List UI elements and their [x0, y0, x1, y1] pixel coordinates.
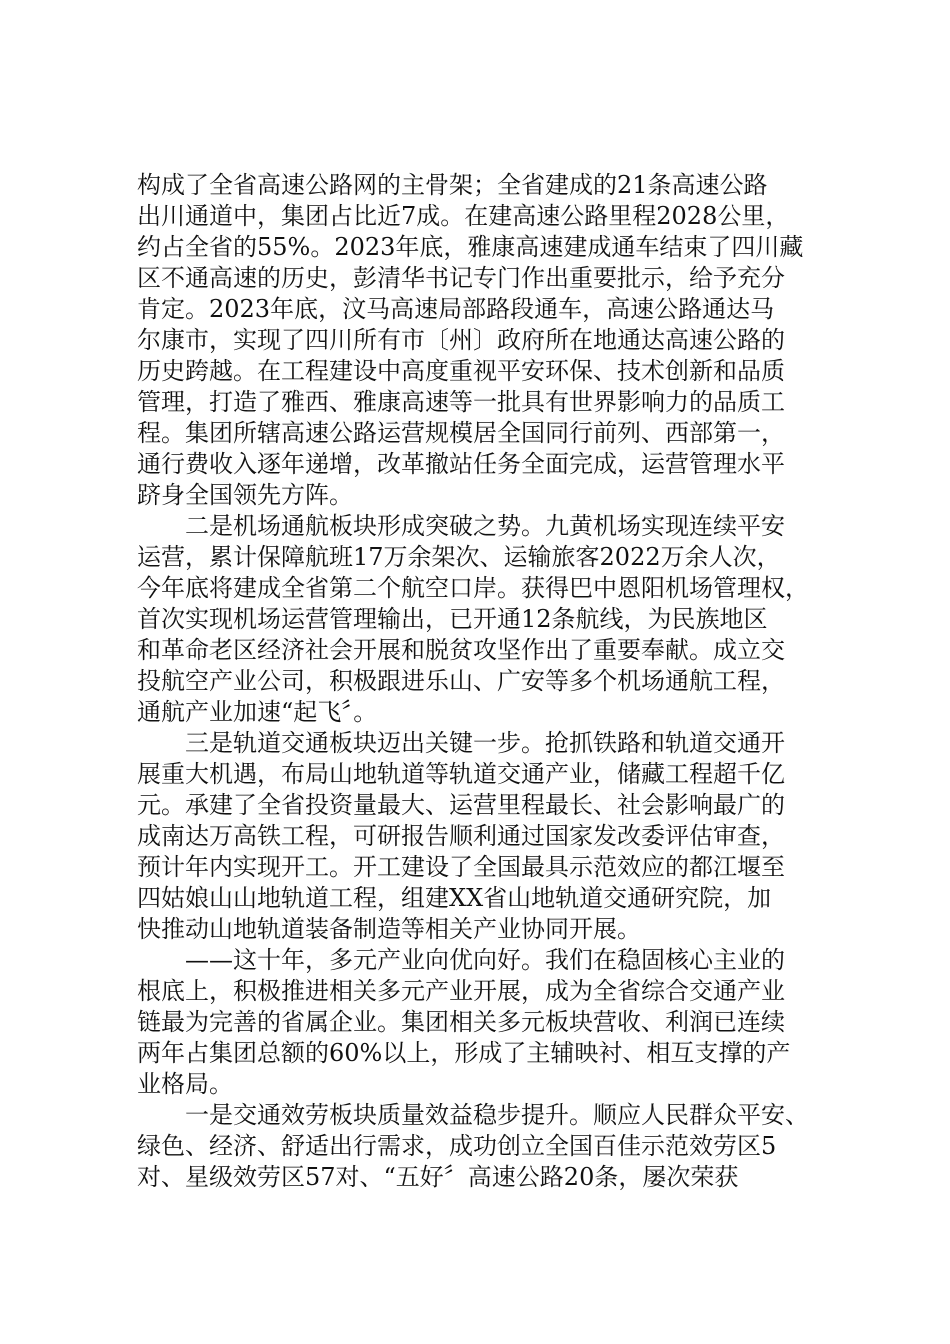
text-line: 预计年内实现开工。开工建设了全国最具示范效应的都江堰至 [137, 853, 785, 881]
text-line: 成南达万高铁工程，可研报告顺利通过国家发改委评估审查， [137, 822, 785, 850]
text-line: 程。集团所辖高速公路运营规模居全国同行前列、西部第一， [137, 419, 785, 447]
text-line: 通行费收入逐年递增，改革撤站任务全面完成，运营管理水平 [137, 450, 785, 478]
text-line: 首次实现机场运营管理输出，已开通12条航线，为民族地区 [137, 605, 768, 633]
document-body [137, 170, 837, 1193]
text-line: 构成了全省高速公路网的主骨架；全省建成的21条高速公路 [137, 171, 768, 199]
text-line: 投航空产业公司，积极跟进乐山、广安等多个机场通航工程， [137, 667, 785, 695]
text-line: 快推动山地轨道装备制造等相关产业协同开展。 [137, 915, 641, 943]
text-line: 运营，累计保障航班17万余架次、运输旅客2022万余人次， [137, 543, 781, 571]
text-line: 根底上，积极推进相关多元产业开展，成为全省综合交通产业 [137, 977, 785, 1005]
text-line: 尔康市，实现了四川所有市〔州〕政府所在地通达高速公路的 [137, 326, 785, 354]
text-line: 对、星级效劳区57对、“五好〞高速公路20条，屡次荣获 [137, 1163, 739, 1191]
text-line: 出川通道中，集团占比近7成。在建高速公路里程2028公里， [137, 202, 790, 230]
text-line: 展重大机遇，布局山地轨道等轨道交通产业，储藏工程超千亿 [137, 760, 785, 788]
text-line: 肯定。2023年底，汶马高速局部路段通车，高速公路通达马 [137, 295, 775, 323]
text-line: 一是交通效劳板块质量效益稳步提升。顺应人民群众平安、 [185, 1101, 809, 1129]
text-line: 今年底将建成全省第二个航空口岸。获得巴中恩阳机场管理权， [137, 574, 809, 602]
text-line: 区不通高速的历史，彭清华书记专门作出重要批示，给予充分 [137, 264, 785, 292]
text-line: 四姑娘山山地轨道工程，组建XX省山地轨道交通研究院，加 [137, 884, 772, 912]
text-line: 业格局。 [137, 1070, 233, 1098]
text-line: 两年占集团总额的60%以上，形成了主辅映衬、相互支撑的产 [137, 1039, 791, 1067]
text-line: 历史跨越。在工程建设中高度重视平安环保、技术创新和品质 [137, 357, 785, 385]
text-line: 绿色、经济、舒适出行需求，成功创立全国百佳示范效劳区5 [137, 1132, 777, 1160]
text-line: 三是轨道交通板块迈出关键一步。抢抓铁路和轨道交通开 [185, 729, 785, 757]
text-line: 链最为完善的省属企业。集团相关多元板块营收、利润已连续 [137, 1008, 785, 1036]
text-line: 跻身全国领先方阵。 [137, 481, 353, 509]
text-line: 约占全省的55%。2023年底，雅康高速建成通车结束了四川藏 [137, 233, 804, 261]
text-line: 元。承建了全省投资量最大、运营里程最长、社会影响最广的 [137, 791, 785, 819]
text-line: 通航产业加速“起飞〞。 [137, 698, 378, 726]
text-line: 二是机场通航板块形成突破之势。九黄机场实现连续平安 [185, 512, 785, 540]
text-line: ——这十年，多元产业向优向好。我们在稳固核心主业的 [185, 946, 785, 974]
text-line: 和革命老区经济社会开展和脱贫攻坚作出了重要奉献。成立交 [137, 636, 785, 664]
text-line: 管理，打造了雅西、雅康高速等一批具有世界影响力的品质工 [137, 388, 785, 416]
